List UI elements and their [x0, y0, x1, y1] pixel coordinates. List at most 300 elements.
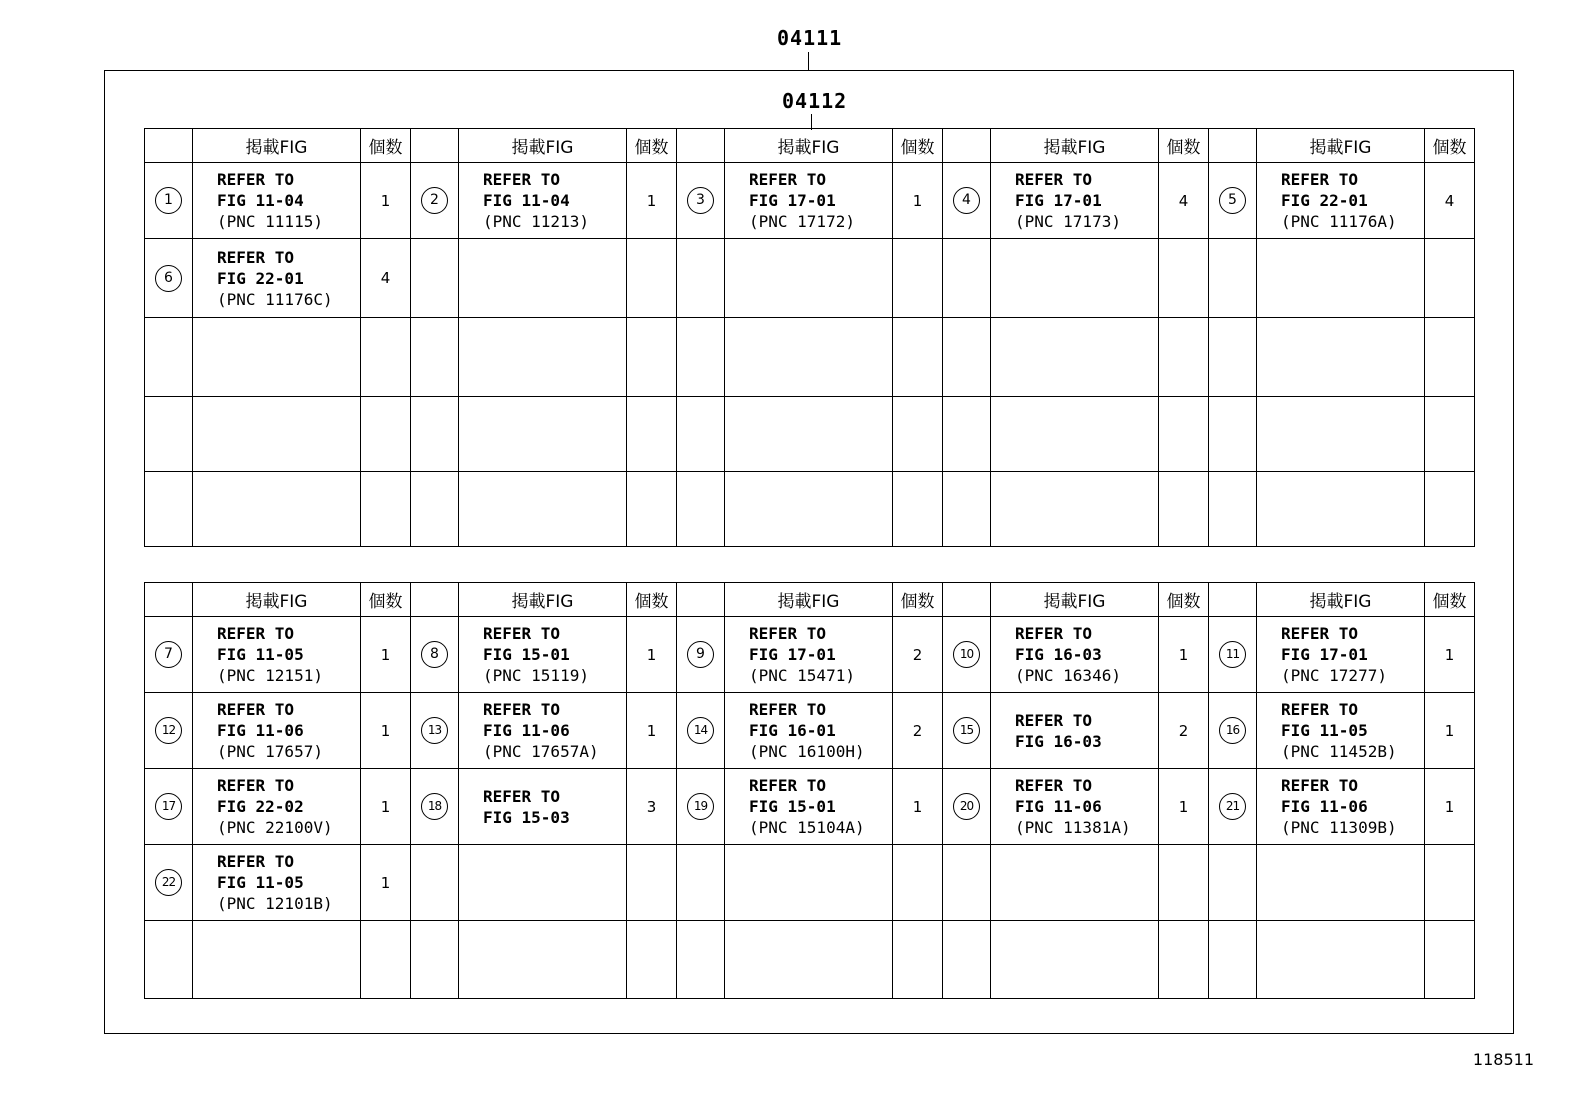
- assembly-leader: [808, 52, 809, 70]
- quantity-value: 2: [1178, 721, 1189, 740]
- item-number-cell: [677, 617, 725, 693]
- reference-cell: [725, 845, 893, 921]
- reference-cell: [991, 845, 1159, 921]
- reference-line2: FIG 11-05: [217, 873, 304, 892]
- reference-line1: REFER TO: [1015, 170, 1093, 189]
- item-number-cell: [677, 693, 725, 769]
- reference-line1: REFER TO: [749, 624, 827, 643]
- reference-line1: REFER TO: [749, 776, 827, 795]
- reference-line1: REFER TO: [483, 170, 561, 189]
- item-number-cell: [1209, 163, 1257, 239]
- reference-cell: [991, 769, 1159, 845]
- item-number-cell: [145, 397, 193, 472]
- item-number-cell: [411, 163, 459, 239]
- reference-line1: REFER TO: [1281, 170, 1359, 189]
- quantity-cell: [361, 769, 411, 845]
- reference-line3: (PNC 17657): [217, 742, 323, 761]
- reference-line3: (PNC 11176A): [1281, 212, 1397, 231]
- reference-line1: REFER TO: [217, 852, 295, 871]
- item-number-cell: [677, 921, 725, 999]
- reference-cell: [459, 845, 627, 921]
- item-number-cell: [677, 397, 725, 472]
- quantity-cell: [627, 163, 677, 239]
- reference-cell: [193, 693, 361, 769]
- reference-cell: [459, 239, 627, 318]
- reference-cell: [193, 163, 361, 239]
- item-number-cell: [145, 318, 193, 397]
- quantity-value: 1: [380, 191, 391, 210]
- reference-cell: [459, 318, 627, 397]
- reference-line3: (PNC 16100H): [749, 742, 865, 761]
- reference-line1: REFER TO: [749, 170, 827, 189]
- reference-line3: (PNC 12151): [217, 666, 323, 685]
- quantity-cell: [893, 845, 943, 921]
- header-fig-cell: 掲載FIG: [1257, 129, 1425, 163]
- reference-line3: (PNC 16346): [1015, 666, 1121, 685]
- header-num-cell: [1209, 129, 1257, 163]
- reference-cell: [991, 617, 1159, 693]
- header-fig-cell: 掲載FIG: [1257, 583, 1425, 617]
- reference-cell: [1257, 163, 1425, 239]
- reference-cell: [1257, 239, 1425, 318]
- item-number-cell: [145, 472, 193, 547]
- reference-line2: FIG 17-01: [1015, 191, 1102, 210]
- quantity-cell: [627, 845, 677, 921]
- reference-line2: FIG 11-05: [1281, 721, 1368, 740]
- reference-line1: REFER TO: [749, 700, 827, 719]
- reference-line2: FIG 17-01: [749, 645, 836, 664]
- reference-cell: [991, 472, 1159, 547]
- item-number-cell: [411, 318, 459, 397]
- reference-cell: [193, 318, 361, 397]
- header-fig-cell: 掲載FIG: [459, 129, 627, 163]
- header-qty-cell: 個数: [361, 583, 411, 617]
- quantity-cell: [1159, 769, 1209, 845]
- quantity-cell: [1425, 693, 1475, 769]
- table-body: [145, 163, 1475, 547]
- item-number-cell: [1209, 693, 1257, 769]
- quantity-cell: [1425, 397, 1475, 472]
- reference-cell: [725, 239, 893, 318]
- item-number-cell: [1209, 472, 1257, 547]
- reference-line2: FIG 16-03: [1015, 645, 1102, 664]
- reference-line1: REFER TO: [483, 700, 561, 719]
- item-number-cell: [411, 617, 459, 693]
- item-number-badge: 4: [953, 187, 980, 214]
- table-row: [145, 617, 1475, 693]
- quantity-cell: [361, 845, 411, 921]
- reference-line1: REFER TO: [217, 776, 295, 795]
- reference-cell: [193, 769, 361, 845]
- item-number-cell: [943, 318, 991, 397]
- reference-line3: (PNC 17173): [1015, 212, 1121, 231]
- reference-line2: FIG 22-01: [217, 268, 304, 288]
- header-row: [145, 129, 1475, 163]
- item-number-cell: [411, 239, 459, 318]
- reference-cell: [991, 318, 1159, 397]
- item-number-badge: 1: [155, 187, 182, 214]
- item-number-cell: [943, 472, 991, 547]
- item-number-cell: [943, 921, 991, 999]
- item-number-cell: [411, 845, 459, 921]
- table-header: [145, 129, 1475, 163]
- quantity-cell: [893, 239, 943, 318]
- reference-cell: [459, 921, 627, 999]
- table-row: [145, 769, 1475, 845]
- reference-line3: (PNC 22100V): [217, 818, 333, 837]
- reference-line1: REFER TO: [483, 624, 561, 643]
- item-number-cell: [411, 397, 459, 472]
- reference-cell: [1257, 921, 1425, 999]
- table-row: [145, 845, 1475, 921]
- quantity-value: 1: [1444, 797, 1455, 816]
- header-qty-cell: 個数: [893, 129, 943, 163]
- reference-cell: [1257, 472, 1425, 547]
- quantity-cell: [1159, 921, 1209, 999]
- item-number-cell: [1209, 921, 1257, 999]
- reference-line3: (PNC 11452B): [1281, 742, 1397, 761]
- header-num-cell: [411, 129, 459, 163]
- reference-line2: FIG 22-02: [217, 797, 304, 816]
- header-fig-cell: 掲載FIG: [193, 129, 361, 163]
- reference-cell: [193, 239, 361, 318]
- parts-table-upper: [144, 128, 1475, 547]
- reference-line1: REFER TO: [1281, 700, 1359, 719]
- quantity-value: 1: [912, 797, 923, 816]
- quantity-value: 1: [646, 721, 657, 740]
- quantity-value: 1: [1178, 797, 1189, 816]
- item-number-cell: [145, 163, 193, 239]
- quantity-cell: [361, 617, 411, 693]
- reference-cell: [1257, 397, 1425, 472]
- header-num-cell: [411, 583, 459, 617]
- reference-line2: FIG 11-06: [217, 721, 304, 740]
- item-number-cell: [145, 921, 193, 999]
- reference-cell: [725, 921, 893, 999]
- item-number-cell: [145, 845, 193, 921]
- item-number-badge: 8: [421, 641, 448, 668]
- reference-line2: FIG 17-01: [1281, 645, 1368, 664]
- quantity-cell: [627, 921, 677, 999]
- item-number-cell: [677, 239, 725, 318]
- reference-cell: [459, 617, 627, 693]
- quantity-value: 4: [1444, 191, 1455, 210]
- quantity-value: 1: [380, 797, 391, 816]
- quantity-cell: [893, 397, 943, 472]
- header-qty-cell: 個数: [1159, 583, 1209, 617]
- item-number-badge: 2: [421, 187, 448, 214]
- quantity-value: 1: [1444, 645, 1455, 664]
- reference-line2: FIG 11-06: [1015, 797, 1102, 816]
- reference-cell: [1257, 693, 1425, 769]
- header-qty-cell: 個数: [627, 129, 677, 163]
- table-row: [145, 239, 1475, 318]
- reference-line1: REFER TO: [1015, 710, 1093, 730]
- item-number-cell: [943, 239, 991, 318]
- header-num-cell: [943, 129, 991, 163]
- item-number-badge: 20: [953, 793, 980, 820]
- reference-cell: [991, 693, 1159, 769]
- header-num-cell: [145, 583, 193, 617]
- reference-line2: FIG 15-01: [749, 797, 836, 816]
- quantity-cell: [1159, 239, 1209, 318]
- parts-table-lower: [144, 582, 1475, 999]
- reference-cell: [193, 397, 361, 472]
- item-number-cell: [677, 472, 725, 547]
- quantity-cell: [361, 472, 411, 547]
- item-number-badge: 11: [1219, 641, 1246, 668]
- quantity-cell: [893, 163, 943, 239]
- item-number-cell: [1209, 769, 1257, 845]
- reference-cell: [725, 769, 893, 845]
- header-num-cell: [943, 583, 991, 617]
- item-number-cell: [145, 239, 193, 318]
- reference-line3: (PNC 11213): [483, 212, 589, 231]
- quantity-value: 2: [912, 721, 923, 740]
- quantity-cell: [361, 163, 411, 239]
- quantity-cell: [1425, 239, 1475, 318]
- quantity-value: 1: [1178, 645, 1189, 664]
- item-number-cell: [943, 617, 991, 693]
- item-number-cell: [145, 769, 193, 845]
- reference-cell: [193, 472, 361, 547]
- reference-line1: REFER TO: [217, 624, 295, 643]
- item-number-cell: [1209, 845, 1257, 921]
- item-number-cell: [943, 397, 991, 472]
- table-row: [145, 921, 1475, 999]
- reference-cell: [991, 921, 1159, 999]
- reference-line3: (PNC 12101B): [217, 894, 333, 913]
- item-number-cell: [677, 769, 725, 845]
- quantity-cell: [627, 397, 677, 472]
- quantity-cell: [1159, 163, 1209, 239]
- item-number-badge: 3: [687, 187, 714, 214]
- reference-cell: [1257, 845, 1425, 921]
- quantity-cell: [1425, 845, 1475, 921]
- header-fig-cell: 掲載FIG: [193, 583, 361, 617]
- table-header: [145, 583, 1475, 617]
- item-number-cell: [943, 693, 991, 769]
- quantity-cell: [1425, 769, 1475, 845]
- reference-cell: [459, 163, 627, 239]
- reference-line2: FIG 11-05: [217, 645, 304, 664]
- item-number-cell: [145, 617, 193, 693]
- item-number-cell: [943, 845, 991, 921]
- quantity-cell: [361, 397, 411, 472]
- quantity-cell: [893, 472, 943, 547]
- reference-cell: [1257, 617, 1425, 693]
- reference-cell: [725, 617, 893, 693]
- reference-line3: (PNC 11381A): [1015, 818, 1131, 837]
- header-fig-cell: 掲載FIG: [459, 583, 627, 617]
- reference-line3: (PNC 11115): [217, 212, 323, 231]
- item-number-badge: 5: [1219, 187, 1246, 214]
- item-number-badge: 22: [155, 869, 182, 896]
- header-num-cell: [145, 129, 193, 163]
- quantity-cell: [627, 617, 677, 693]
- header-fig-cell: 掲載FIG: [991, 583, 1159, 617]
- reference-line3: (PNC 15471): [749, 666, 855, 685]
- item-number-badge: 21: [1219, 793, 1246, 820]
- reference-cell: [459, 472, 627, 547]
- item-number-cell: [1209, 617, 1257, 693]
- reference-line3: (PNC 15104A): [749, 818, 865, 837]
- quantity-value: 2: [912, 645, 923, 664]
- item-number-cell: [145, 693, 193, 769]
- quantity-cell: [361, 693, 411, 769]
- quantity-cell: [1425, 163, 1475, 239]
- quantity-cell: [1159, 693, 1209, 769]
- table-row: [145, 397, 1475, 472]
- reference-line1: REFER TO: [217, 700, 295, 719]
- item-number-badge: 7: [155, 641, 182, 668]
- reference-cell: [1257, 318, 1425, 397]
- quantity-cell: [627, 318, 677, 397]
- quantity-cell: [627, 693, 677, 769]
- header-qty-cell: 個数: [893, 583, 943, 617]
- header-qty-cell: 個数: [627, 583, 677, 617]
- quantity-value: 1: [380, 645, 391, 664]
- table-row: [145, 318, 1475, 397]
- item-number-badge: 14: [687, 717, 714, 744]
- item-number-badge: 9: [687, 641, 714, 668]
- item-number-badge: 13: [421, 717, 448, 744]
- quantity-value: 1: [380, 721, 391, 740]
- item-number-badge: 6: [155, 265, 182, 292]
- quantity-cell: [1425, 921, 1475, 999]
- reference-line2: FIG 15-01: [483, 645, 570, 664]
- item-number-badge: 17: [155, 793, 182, 820]
- quantity-cell: [1159, 397, 1209, 472]
- item-number-badge: 15: [953, 717, 980, 744]
- item-number-cell: [1209, 318, 1257, 397]
- reference-line2: FIG 11-04: [217, 191, 304, 210]
- header-fig-cell: 掲載FIG: [725, 583, 893, 617]
- quantity-value: 3: [646, 797, 657, 816]
- reference-cell: [725, 318, 893, 397]
- quantity-cell: [1425, 617, 1475, 693]
- reference-line3: (PNC 11176C): [217, 289, 333, 309]
- reference-line3: (PNC 17277): [1281, 666, 1387, 685]
- item-number-badge: 16: [1219, 717, 1246, 744]
- reference-cell: [725, 472, 893, 547]
- reference-line3: (PNC 17657A): [483, 742, 599, 761]
- item-number-cell: [411, 769, 459, 845]
- reference-cell: [193, 845, 361, 921]
- reference-cell: [193, 921, 361, 999]
- item-number-cell: [411, 472, 459, 547]
- header-num-cell: [677, 129, 725, 163]
- reference-cell: [991, 397, 1159, 472]
- quantity-cell: [627, 472, 677, 547]
- quantity-value: 1: [646, 645, 657, 664]
- quantity-cell: [1425, 472, 1475, 547]
- table-body: [145, 617, 1475, 999]
- reference-line2: FIG 16-01: [749, 721, 836, 740]
- item-number-cell: [943, 163, 991, 239]
- header-row: [145, 583, 1475, 617]
- quantity-value: 1: [1444, 721, 1455, 740]
- reference-line1: REFER TO: [217, 170, 295, 189]
- item-number-cell: [677, 163, 725, 239]
- quantity-value: 4: [380, 269, 391, 287]
- quantity-value: 1: [912, 191, 923, 210]
- quantity-value: 4: [1178, 191, 1189, 210]
- reference-line2: FIG 11-06: [1281, 797, 1368, 816]
- reference-line2: FIG 11-06: [483, 721, 570, 740]
- reference-line3: (PNC 17172): [749, 212, 855, 231]
- reference-cell: [1257, 769, 1425, 845]
- quantity-value: 1: [646, 191, 657, 210]
- header-fig-cell: 掲載FIG: [991, 129, 1159, 163]
- reference-line1: REFER TO: [217, 247, 295, 267]
- reference-line2: FIG 15-03: [483, 807, 570, 827]
- reference-line2: FIG 17-01: [749, 191, 836, 210]
- quantity-cell: [1159, 845, 1209, 921]
- reference-line1: REFER TO: [1281, 776, 1359, 795]
- reference-cell: [725, 693, 893, 769]
- reference-cell: [991, 239, 1159, 318]
- quantity-cell: [1159, 617, 1209, 693]
- quantity-cell: [893, 921, 943, 999]
- reference-line2: FIG 16-03: [1015, 731, 1102, 751]
- item-number-badge: 18: [421, 793, 448, 820]
- assembly-label: 04111: [777, 26, 843, 50]
- quantity-cell: [1425, 318, 1475, 397]
- reference-line3: (PNC 11309B): [1281, 818, 1397, 837]
- header-qty-cell: 個数: [1159, 129, 1209, 163]
- reference-cell: [459, 693, 627, 769]
- item-number-cell: [677, 845, 725, 921]
- figure-id: 118511: [1472, 1050, 1534, 1069]
- quantity-cell: [627, 239, 677, 318]
- reference-cell: [459, 397, 627, 472]
- table-row: [145, 472, 1475, 547]
- quantity-value: 1: [380, 873, 391, 892]
- item-number-cell: [943, 769, 991, 845]
- reference-line2: FIG 22-01: [1281, 191, 1368, 210]
- reference-line2: FIG 11-04: [483, 191, 570, 210]
- item-number-badge: 10: [953, 641, 980, 668]
- item-number-cell: [1209, 397, 1257, 472]
- reference-line1: REFER TO: [1015, 776, 1093, 795]
- item-number-cell: [677, 318, 725, 397]
- reference-cell: [991, 163, 1159, 239]
- table-row: [145, 693, 1475, 769]
- header-qty-cell: 個数: [1425, 129, 1475, 163]
- sub-assembly-label: 04112: [782, 89, 848, 113]
- quantity-cell: [893, 693, 943, 769]
- quantity-cell: [361, 239, 411, 318]
- quantity-cell: [361, 318, 411, 397]
- quantity-cell: [1159, 472, 1209, 547]
- quantity-cell: [627, 769, 677, 845]
- item-number-cell: [411, 921, 459, 999]
- quantity-cell: [361, 921, 411, 999]
- table-row: [145, 163, 1475, 239]
- reference-line1: REFER TO: [1015, 624, 1093, 643]
- quantity-cell: [1159, 318, 1209, 397]
- quantity-cell: [893, 617, 943, 693]
- reference-cell: [725, 397, 893, 472]
- header-num-cell: [1209, 583, 1257, 617]
- item-number-badge: 12: [155, 717, 182, 744]
- reference-cell: [193, 617, 361, 693]
- header-fig-cell: 掲載FIG: [725, 129, 893, 163]
- reference-cell: [725, 163, 893, 239]
- reference-line1: REFER TO: [1281, 624, 1359, 643]
- quantity-cell: [893, 769, 943, 845]
